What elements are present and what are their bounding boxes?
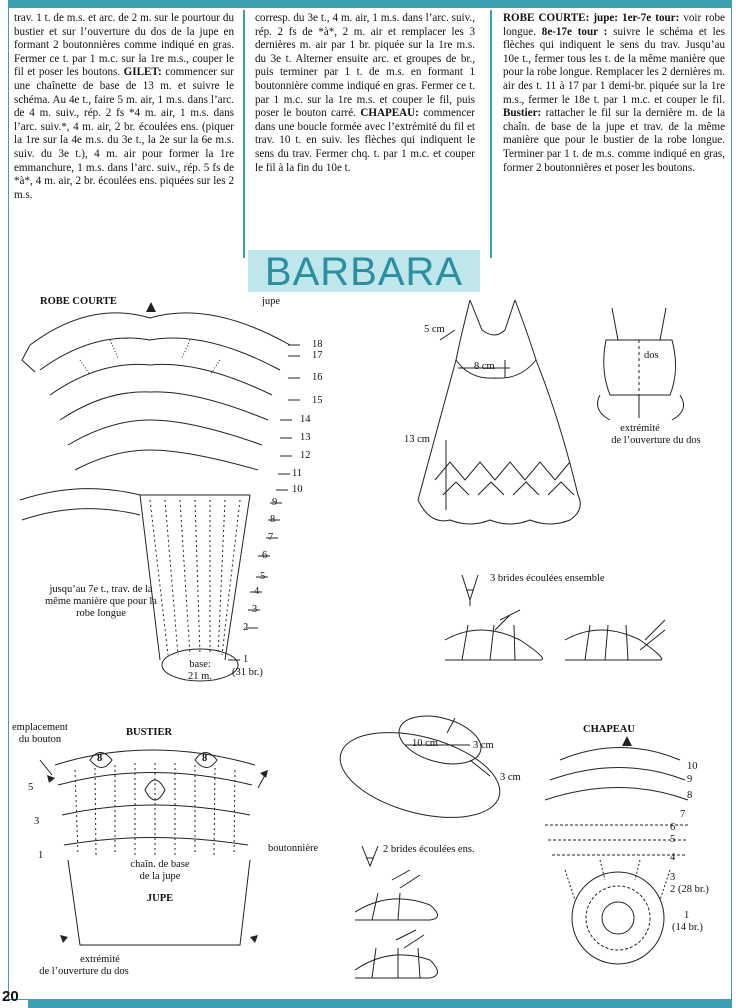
measure-5cm: 5 cm [424,324,445,335]
page-number: 20 [2,988,19,1005]
ouverture-label: de l’ouverture du dos [39,966,129,977]
robe-courte-note: jusqu’au 7e t., trav. de la même manière que pour la robe longue [45,584,157,619]
bustier-heading: BUSTIER [126,727,173,738]
measure-3cm: 3 cm [500,772,521,783]
row-number: 12 [300,450,311,461]
two-trebles-label: 2 brides écoulées ens. [383,844,475,855]
dos-label: dos [644,350,659,361]
row-number: 14 [300,414,311,425]
row-number: 17 [312,350,323,361]
dress-back-sketch [598,308,684,420]
three-trebles-diagram [445,575,665,660]
ouverture-label: de l’ouverture du dos [611,435,701,446]
row-number: 11 [292,468,303,479]
jupe-label: jupe [262,296,281,307]
chapeau-14br: (14 br.) [672,922,703,933]
row-number: 10 [292,484,303,495]
row-number: 13 [300,432,311,443]
row-number: 5 [260,571,266,582]
instruction-text: trav. 1 t. de m.s. et arc. de 2 m. sur le pourtour du bustier et sur l’ouverture du dos de la jupe en formant 2 boutonnières comme indiqué en gras. Fermer ce t. par 1 m.c. sur la 1re m.s., couper le fil et poser les boutons. [14,12,234,79]
row-number: 8 [270,514,276,525]
row-number: 7 [680,809,686,820]
row-number: 18 [312,339,323,350]
row-number: 1 [243,654,249,665]
instruction-text: suivre le schéma et les flèches qui indiquent le sens du trav. Jusqu’au 10e t., fermer tous les t. de la même manière que pour la robe longue. Remplacer les 2 dernières m. air des t. 11 à 17 par 1 demi-br. piquée sur la 1re m.s., fermer le 18e t. par 1 m.c. et couper le fil. [503,25,725,106]
section-heading-bustier: Bustier: [503,107,542,120]
du-bouton-label: du bouton [18,734,62,745]
instruction-text: corresp. du 3e t., 4 m. air, 1 m.s. dans l’arc. suiv., rép. 2 fs de *à*, 2 m. air et remplacer les 3 dernières m. air par 1 br. piquée sur la 1re m.s. du 3e t. Alterner ensuite arc. et groupes de br., puis terminer par 1 t. de m.s. en formant 1 boutonnière comme indiqué en gras. Fermer ce t. par 1 m.c. sur la 1re m.s. et couper le fil, puis poser le bouton carré. [255,12,475,120]
row-number: 7 [268,532,274,543]
row-number: 3 [34,816,40,827]
measure-10cm: 10 cm [412,738,438,749]
section-heading-robe-courte: ROBE COURTE: jupe: 1er-7e tour: [503,12,680,24]
section-heading-chapeau: CHAPEAU: [360,107,419,120]
row-number: 1 [38,850,44,861]
row-number: 4 [254,586,260,597]
base-value: 21 m. [188,671,212,682]
jupe-heading: JUPE [146,893,174,904]
bustier-chart [40,750,265,945]
eight-mark: 8 [202,753,208,764]
measure-8cm: 8 cm [474,361,495,372]
brides-count: (31 br.) [232,667,263,678]
extremite-label: extrémité [620,423,660,434]
measure-3cm: 3 cm [473,740,494,751]
hat-sketch [331,708,509,833]
row-number: 15 [312,395,323,406]
chapeau-28br: (28 br.) [678,884,709,895]
row-number: 6 [670,822,676,833]
boutonniere-label: boutonnière [268,843,319,854]
instruction-text: rattacher le fil sur la dernière m. de la chaîn. de base de la jupe et trav. de la même manière que pour le bustier de la robe longue. Terminer par 1 t. de m.s. comme indiqué en gras, former 2 boutonnières et poser les boutons. [503,107,725,174]
robe-courte-chart [20,313,303,681]
row-number: 16 [312,372,323,383]
chain-base-label: chaîn. de base [130,859,190,870]
row-range-heading: 8e-17e tour : [541,25,608,38]
row-number: 3 [670,872,676,883]
row-number: 5 [670,834,676,845]
row-number: 1 [684,910,690,921]
instruction-text: commencer sur une chaînette de base de 13 m. et suivre le schéma. Au 4e t., faire 5 m. air, 1 m.s. dans l’arc. de 4 m. suiv., rép. 2 fs *4 m. air, 1 m.s. dans l’arc. suiv.*, 4 m. air, 2 br. écoulées ens. (piquer la 1re sur la 4e m.s. du 3e t., la 2e sur la 6e m.s. suiv. du 3e t.), 4 m. air pour former la 1re emmanchure, 1 m.s. dans l’arc. suiv., rép. 5 fs de *à*, 4 m. air, 2 br. écoulées ens. piquées sur les 2 m.s. [14,66,234,201]
three-trebles-label: 3 brides écoulées ensemble [490,573,605,584]
eight-mark: 8 [97,753,103,764]
measure-13cm: 13 cm [404,434,430,445]
section-heading-gilet: GILET: [123,66,162,79]
row-number: 2 [670,884,676,895]
robe-courte-heading: ROBE COURTE [40,296,117,307]
row-number: 4 [670,852,676,863]
bottom-color-bar [28,1000,732,1008]
row-number: 3 [252,604,258,615]
pattern-title-text: BARBARA [264,250,464,294]
instruction-text: voir robe longue. [503,12,725,38]
row-number: 9 [687,774,693,785]
row-number: 10 [687,761,698,772]
extremite-label: extrémité [80,954,120,965]
instruction-text: commencer dans une boucle formée avec l’extrémité du fil et trav. 10 t. en suiv. les flèches qui indiquent le sens du trav. Fermer chq. t. par 1 m.c. et couper le fil à la fin du 10e t. [255,107,475,174]
base-label: base: [189,659,211,670]
emplacement-label: emplacement [12,722,68,733]
two-trebles-diagram [355,846,438,978]
chapeau-heading: CHAPEAU [583,724,635,735]
chain-jupe-label: de la jupe [139,871,181,882]
row-number: 8 [687,790,693,801]
row-number: 9 [272,497,278,508]
row-number: 2 [243,622,249,633]
row-number: 6 [262,550,268,561]
row-number: 5 [28,782,34,793]
